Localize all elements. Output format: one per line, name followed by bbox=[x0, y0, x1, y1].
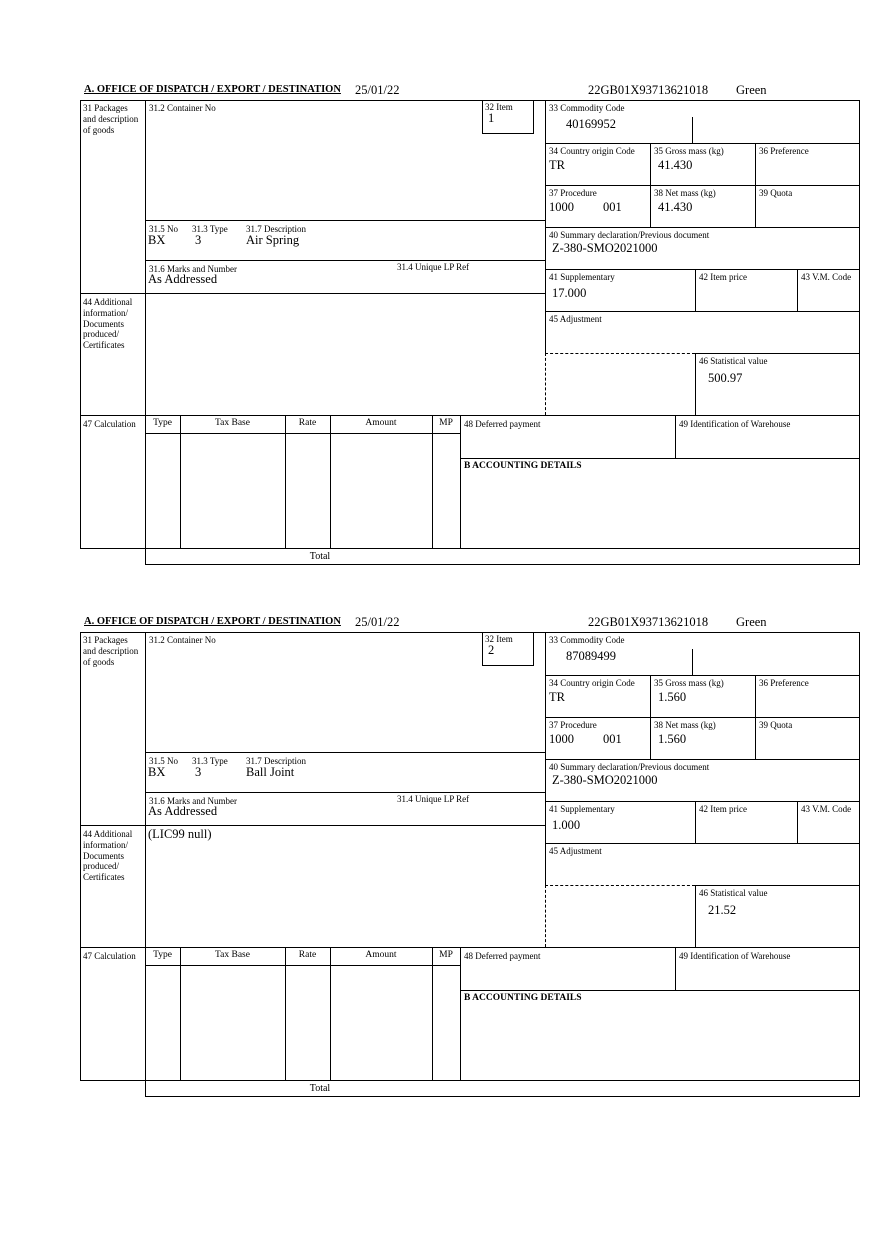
label-box32-item: 32 Item bbox=[485, 102, 513, 112]
statistical-value: 500.97 bbox=[708, 371, 743, 385]
calc-header-mp: MP bbox=[439, 418, 453, 428]
left-column-divider bbox=[145, 100, 146, 565]
label-accounting-details: B ACCOUNTING DETAILS bbox=[464, 993, 582, 1003]
marks-value: As Addressed bbox=[148, 804, 218, 818]
form-grid bbox=[80, 632, 862, 1100]
commodity-code-value: 40169952 bbox=[566, 117, 616, 131]
goods-description-value: Ball Joint bbox=[246, 765, 295, 779]
label-box36-preference: 36 Preference bbox=[759, 678, 809, 688]
border-top bbox=[80, 100, 860, 101]
box40-bottom-line bbox=[545, 269, 860, 270]
border-bottom bbox=[145, 564, 860, 565]
procedure-code-value: 1000 bbox=[549, 200, 574, 214]
label-box39-quota: 39 Quota bbox=[759, 188, 793, 198]
sad-continuation-form bbox=[80, 615, 862, 1100]
calc-header-type: Type bbox=[153, 950, 172, 960]
left-column-close-line bbox=[80, 548, 146, 549]
package-type-value: 3 bbox=[195, 233, 202, 247]
label-box34-country-origin: 34 Country origin Code bbox=[549, 678, 635, 688]
label-box31-6-marks: 31.6 Marks and Number bbox=[149, 796, 237, 806]
country-origin-value: TR bbox=[549, 690, 565, 704]
item-box-right bbox=[533, 100, 534, 133]
supplementary-units-value: 1.000 bbox=[552, 818, 581, 832]
label-box35-gross-mass: 35 Gross mass (kg) bbox=[654, 146, 724, 156]
border-bottom bbox=[145, 1096, 860, 1097]
border-left bbox=[80, 632, 81, 1080]
calc-header-bottom-line bbox=[145, 965, 460, 966]
form-grid bbox=[80, 100, 862, 568]
package-no-value: BX bbox=[148, 233, 166, 247]
box37-bottom-line bbox=[545, 227, 860, 228]
label-box42-item-price: 42 Item price bbox=[699, 804, 747, 814]
calc-col1-divider bbox=[180, 415, 181, 548]
label-box37-procedure: 37 Procedure bbox=[549, 188, 597, 198]
routing-status: Green bbox=[736, 615, 767, 629]
gross-mass-value: 1.560 bbox=[658, 690, 687, 704]
left-column-divider bbox=[145, 632, 146, 1097]
dashed-horizontal-line bbox=[545, 885, 695, 886]
label-box43-vm-code: 43 V.M. Code bbox=[801, 804, 852, 814]
label-box31-2-container-no: 31.2 Container No bbox=[149, 103, 216, 113]
total-row-top-line bbox=[145, 1080, 860, 1081]
dashed-vertical-line bbox=[545, 353, 546, 415]
total-row-top-line bbox=[145, 548, 860, 549]
border-left bbox=[80, 100, 81, 548]
label-box31-2-container-no: 31.2 Container No bbox=[149, 635, 216, 645]
label-accounting-details: B ACCOUNTING DETAILS bbox=[464, 461, 582, 471]
label-box45-adjustment: 45 Adjustment bbox=[549, 846, 602, 856]
label-box46-statistical-value: 46 Statistical value bbox=[699, 356, 768, 366]
box48-49-divider bbox=[675, 415, 676, 458]
label-box44-additional-info: 44 Additional information/ Documents produced/ Certificates bbox=[83, 829, 133, 883]
box47-top-line bbox=[80, 415, 860, 416]
label-box40-summary-declaration: 40 Summary declaration/Previous document bbox=[549, 762, 710, 772]
label-box31-3-type: 31.3 Type bbox=[192, 756, 228, 766]
form-header bbox=[80, 615, 862, 629]
declaration-reference: 22GB01X93713621018 bbox=[588, 83, 709, 97]
label-box35-gross-mass: 35 Gross mass (kg) bbox=[654, 678, 724, 688]
box33-bottom-line bbox=[545, 675, 860, 676]
label-box47-calculation: 47 Calculation bbox=[83, 951, 136, 961]
office-of-dispatch-heading: A. OFFICE OF DISPATCH / EXPORT / DESTINATION bbox=[84, 84, 341, 95]
label-box48-deferred-payment: 48 Deferred payment bbox=[464, 951, 541, 961]
goods-description-value: Air Spring bbox=[246, 233, 300, 247]
box46-top-line bbox=[695, 885, 860, 886]
calc-table-right-divider bbox=[460, 415, 461, 548]
label-box40-summary-declaration: 40 Summary declaration/Previous document bbox=[549, 230, 710, 240]
label-box46-statistical-value: 46 Statistical value bbox=[699, 888, 768, 898]
calc-col2-divider bbox=[285, 415, 286, 548]
office-of-dispatch-heading: A. OFFICE OF DISPATCH / EXPORT / DESTINATION bbox=[84, 616, 341, 627]
box34-bottom-line bbox=[545, 717, 860, 718]
label-box37-procedure: 37 Procedure bbox=[549, 720, 597, 730]
item-number-value: 2 bbox=[488, 643, 495, 657]
calc-col3-divider bbox=[330, 947, 331, 1080]
label-box31-5-no: 31.5 No bbox=[149, 224, 178, 234]
calc-col2-divider bbox=[285, 947, 286, 1080]
box40-bottom-line bbox=[545, 801, 860, 802]
label-box42-item-price: 42 Item price bbox=[699, 272, 747, 282]
box34-35-divider bbox=[650, 143, 651, 227]
label-box31-6-marks: 31.6 Marks and Number bbox=[149, 264, 237, 274]
packages-row-line bbox=[145, 220, 545, 221]
calc-header-amount: Amount bbox=[365, 418, 397, 428]
box41-42-divider bbox=[695, 269, 696, 311]
marks-row-line bbox=[145, 792, 545, 793]
calc-table-right-divider bbox=[460, 947, 461, 1080]
box41-42-divider bbox=[695, 801, 696, 843]
box41-bottom-line bbox=[545, 843, 860, 844]
box41-bottom-line bbox=[545, 311, 860, 312]
label-box41-supplementary: 41 Supplementary bbox=[549, 804, 615, 814]
calc-header-type: Type bbox=[153, 418, 172, 428]
package-type-value: 3 bbox=[195, 765, 202, 779]
box48-bottom-line bbox=[460, 458, 860, 459]
label-box48-deferred-payment: 48 Deferred payment bbox=[464, 419, 541, 429]
label-box31-4-unique-lp-ref: 31.4 Unique LP Ref bbox=[397, 794, 470, 804]
summary-declaration-value: Z-380-SMO2021000 bbox=[552, 241, 658, 255]
label-box33-commodity-code: 33 Commodity Code bbox=[549, 635, 625, 645]
box35-36-divider bbox=[755, 143, 756, 227]
box34-bottom-line bbox=[545, 185, 860, 186]
net-mass-value: 1.560 bbox=[658, 732, 687, 746]
label-box39-quota: 39 Quota bbox=[759, 720, 793, 730]
label-box38-net-mass: 38 Net mass (kg) bbox=[654, 720, 716, 730]
procedure-code2-value: 001 bbox=[603, 732, 622, 746]
label-box45-adjustment: 45 Adjustment bbox=[549, 314, 602, 324]
box37-bottom-line bbox=[545, 759, 860, 760]
label-total: Total bbox=[309, 1083, 331, 1094]
label-box31-7-description: 31.7 Description bbox=[246, 224, 306, 234]
country-origin-value: TR bbox=[549, 158, 565, 172]
item-box-bottom bbox=[482, 665, 534, 666]
summary-declaration-value: Z-380-SMO2021000 bbox=[552, 773, 658, 787]
label-box31-packages: 31 Packages and description of goods bbox=[83, 103, 139, 135]
label-box32-item: 32 Item bbox=[485, 634, 513, 644]
box46-left-line bbox=[695, 885, 696, 947]
item-box-left bbox=[482, 100, 483, 133]
box46-top-line bbox=[695, 353, 860, 354]
declaration-date: 25/01/22 bbox=[355, 615, 400, 629]
left-column-close-line bbox=[80, 1080, 146, 1081]
dashed-vertical-line bbox=[545, 885, 546, 947]
box48-49-divider bbox=[675, 947, 676, 990]
box33-bottom-line bbox=[545, 143, 860, 144]
calc-header-amount: Amount bbox=[365, 950, 397, 960]
label-box41-supplementary: 41 Supplementary bbox=[549, 272, 615, 282]
item-box-right bbox=[533, 632, 534, 665]
box46-left-line bbox=[695, 353, 696, 415]
label-box49-warehouse: 49 Identification of Warehouse bbox=[679, 951, 791, 961]
calc-header-mp: MP bbox=[439, 950, 453, 960]
label-box31-5-no: 31.5 No bbox=[149, 756, 178, 766]
marks-value: As Addressed bbox=[148, 272, 218, 286]
packages-row-line bbox=[145, 752, 545, 753]
label-total: Total bbox=[309, 551, 331, 562]
box35-36-divider bbox=[755, 675, 756, 759]
label-box34-country-origin: 34 Country origin Code bbox=[549, 146, 635, 156]
net-mass-value: 41.430 bbox=[658, 200, 693, 214]
box44-top-line bbox=[80, 825, 545, 826]
calc-col1-divider bbox=[180, 947, 181, 1080]
additional-information-value: (LIC99 null) bbox=[148, 827, 212, 841]
box48-bottom-line bbox=[460, 990, 860, 991]
calc-header-tax-base: Tax Base bbox=[215, 950, 250, 960]
box44-top-line bbox=[80, 293, 545, 294]
procedure-code2-value: 001 bbox=[603, 200, 622, 214]
marks-row-line bbox=[145, 260, 545, 261]
dashed-horizontal-line bbox=[545, 353, 695, 354]
calc-col4-divider bbox=[432, 415, 433, 548]
label-box31-4-unique-lp-ref: 31.4 Unique LP Ref bbox=[397, 262, 470, 272]
box34-35-divider bbox=[650, 675, 651, 759]
item-box-left bbox=[482, 632, 483, 665]
procedure-code-value: 1000 bbox=[549, 732, 574, 746]
border-right bbox=[859, 632, 860, 1097]
calc-col4-divider bbox=[432, 947, 433, 1080]
label-box31-3-type: 31.3 Type bbox=[192, 224, 228, 234]
label-box49-warehouse: 49 Identification of Warehouse bbox=[679, 419, 791, 429]
calc-header-rate: Rate bbox=[298, 418, 317, 428]
label-box31-packages: 31 Packages and description of goods bbox=[83, 635, 139, 667]
commodity-code-tick bbox=[692, 117, 693, 143]
box42-43-divider bbox=[797, 269, 798, 311]
border-top bbox=[80, 632, 860, 633]
calc-header-rate: Rate bbox=[298, 950, 317, 960]
sad-continuation-form bbox=[80, 83, 862, 568]
declaration-date: 25/01/22 bbox=[355, 83, 400, 97]
package-no-value: BX bbox=[148, 765, 166, 779]
calc-col3-divider bbox=[330, 415, 331, 548]
gross-mass-value: 41.430 bbox=[658, 158, 693, 172]
label-box38-net-mass: 38 Net mass (kg) bbox=[654, 188, 716, 198]
label-box47-calculation: 47 Calculation bbox=[83, 419, 136, 429]
label-box36-preference: 36 Preference bbox=[759, 146, 809, 156]
border-right bbox=[859, 100, 860, 565]
label-box44-additional-info: 44 Additional information/ Documents produced/ Certificates bbox=[83, 297, 133, 351]
supplementary-units-value: 17.000 bbox=[552, 286, 587, 300]
routing-status: Green bbox=[736, 83, 767, 97]
calc-header-bottom-line bbox=[145, 433, 460, 434]
box47-top-line bbox=[80, 947, 860, 948]
statistical-value: 21.52 bbox=[708, 903, 737, 917]
declaration-reference: 22GB01X93713621018 bbox=[588, 615, 709, 629]
label-box31-7-description: 31.7 Description bbox=[246, 756, 306, 766]
commodity-code-tick bbox=[692, 649, 693, 675]
label-box33-commodity-code: 33 Commodity Code bbox=[549, 103, 625, 113]
item-number-value: 1 bbox=[488, 111, 495, 125]
label-box43-vm-code: 43 V.M. Code bbox=[801, 272, 852, 282]
box42-43-divider bbox=[797, 801, 798, 843]
calc-header-tax-base: Tax Base bbox=[215, 418, 250, 428]
commodity-code-value: 87089499 bbox=[566, 649, 616, 663]
form-header bbox=[80, 83, 862, 97]
item-box-bottom bbox=[482, 133, 534, 134]
